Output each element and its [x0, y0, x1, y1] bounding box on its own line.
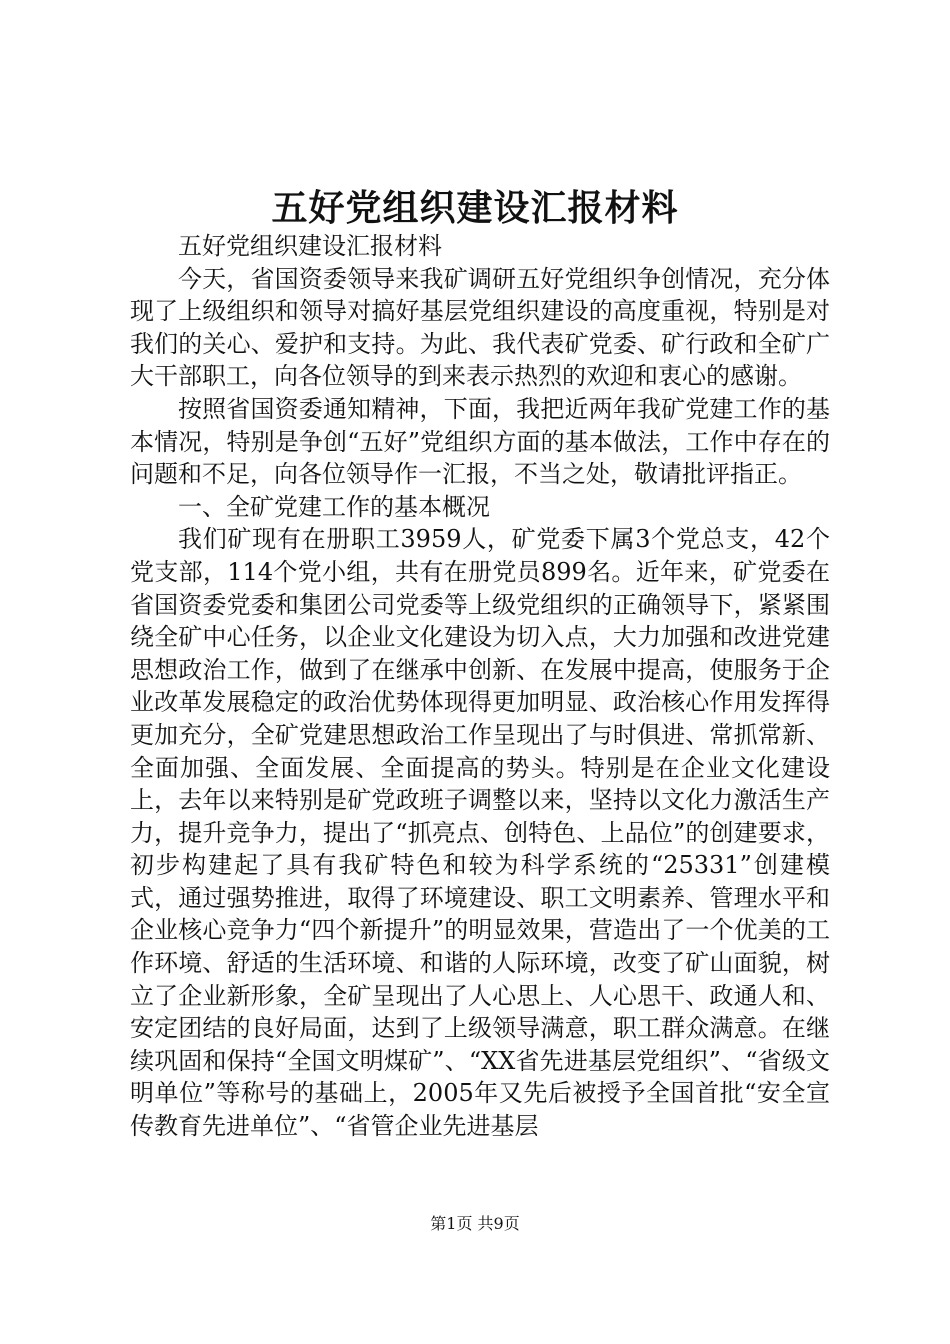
paragraph-subtitle: 五好党组织建设汇报材料 — [178, 232, 442, 260]
paragraph-introduction: 按照省国资委通知精神，下面，我把近两年我矿党建工作的基本情况，特别是争创“五好”党组织方面的基本做法，工作中存在的问题和不足，向各位领导作一汇报，不当之处，敬请批评指正。 — [130, 394, 830, 489]
section-heading: 一、全矿党建工作的基本概况 — [178, 492, 490, 521]
page-number-footer: 第1页 共9页 — [430, 1214, 520, 1233]
document-body — [130, 230, 830, 1143]
paragraph-greeting: 今天，省国资委领导来我矿调研五好党组织争创情况，充分体现了上级组织和领导对搞好基层党组织建设的高度重视，特别是对我们的关心、爱护和支持。为此、我代表矿党委、矿行政和全矿广大干部职工，向各位领导的到来表示热烈的欢迎和衷心的感谢。 — [130, 264, 830, 391]
paragraph-overview: 我们矿现有在册职工3959人，矿党委下属3个党总支，42个党支部，114个党小组，共有在册党员899名。近年来，矿党委在省国资委党委和集团公司党委等上级党组织的正确领导下，紧紧围绕全矿中心任务，以企业文化建设为切入点，大力加强和改进党建思想政治工作，做到了在继承中创新、在发展中提高，使服务于企业改革发展稳定的政治优势体现得更加明显、政治核心作用发挥得更加充分，全矿党建思想政治工作呈现出了与时俱进、常抓常新、全面加强、全面发展、全面提高的势头。特别是在企业文化建设上，去年以来特别是矿党政班子调整以来，坚持以文化力激活生产力，提升竞争力，提出了“抓亮点、创特色、上品位”的创建要求，初步构建起了具有我矿特色和较为科学系统的“25331”创建模式，通过强势推进，取得了环境建设、职工文明素养、管理水平和企业核心竞争力“四个新提升”的明显效果，营造出了一个优美的工作环境、舒适的生活环境、和谐的人际环境，改变了矿山面貌，树立了企业新形象，全矿呈现出了人心思上、人心思干、政通人和、安定团结的良好局面，达到了上级领导满意，职工群众满意。在继续巩固和保持“全国文明煤矿”、“XX省先进基层党组织”、“省级文明单位”等称号的基础上，2005年又先后被授予全国首批“安全宣传教育先进单位”、“省管企业先进基层 — [130, 525, 830, 1141]
document-title: 五好党组织建设汇报材料 — [271, 187, 679, 229]
